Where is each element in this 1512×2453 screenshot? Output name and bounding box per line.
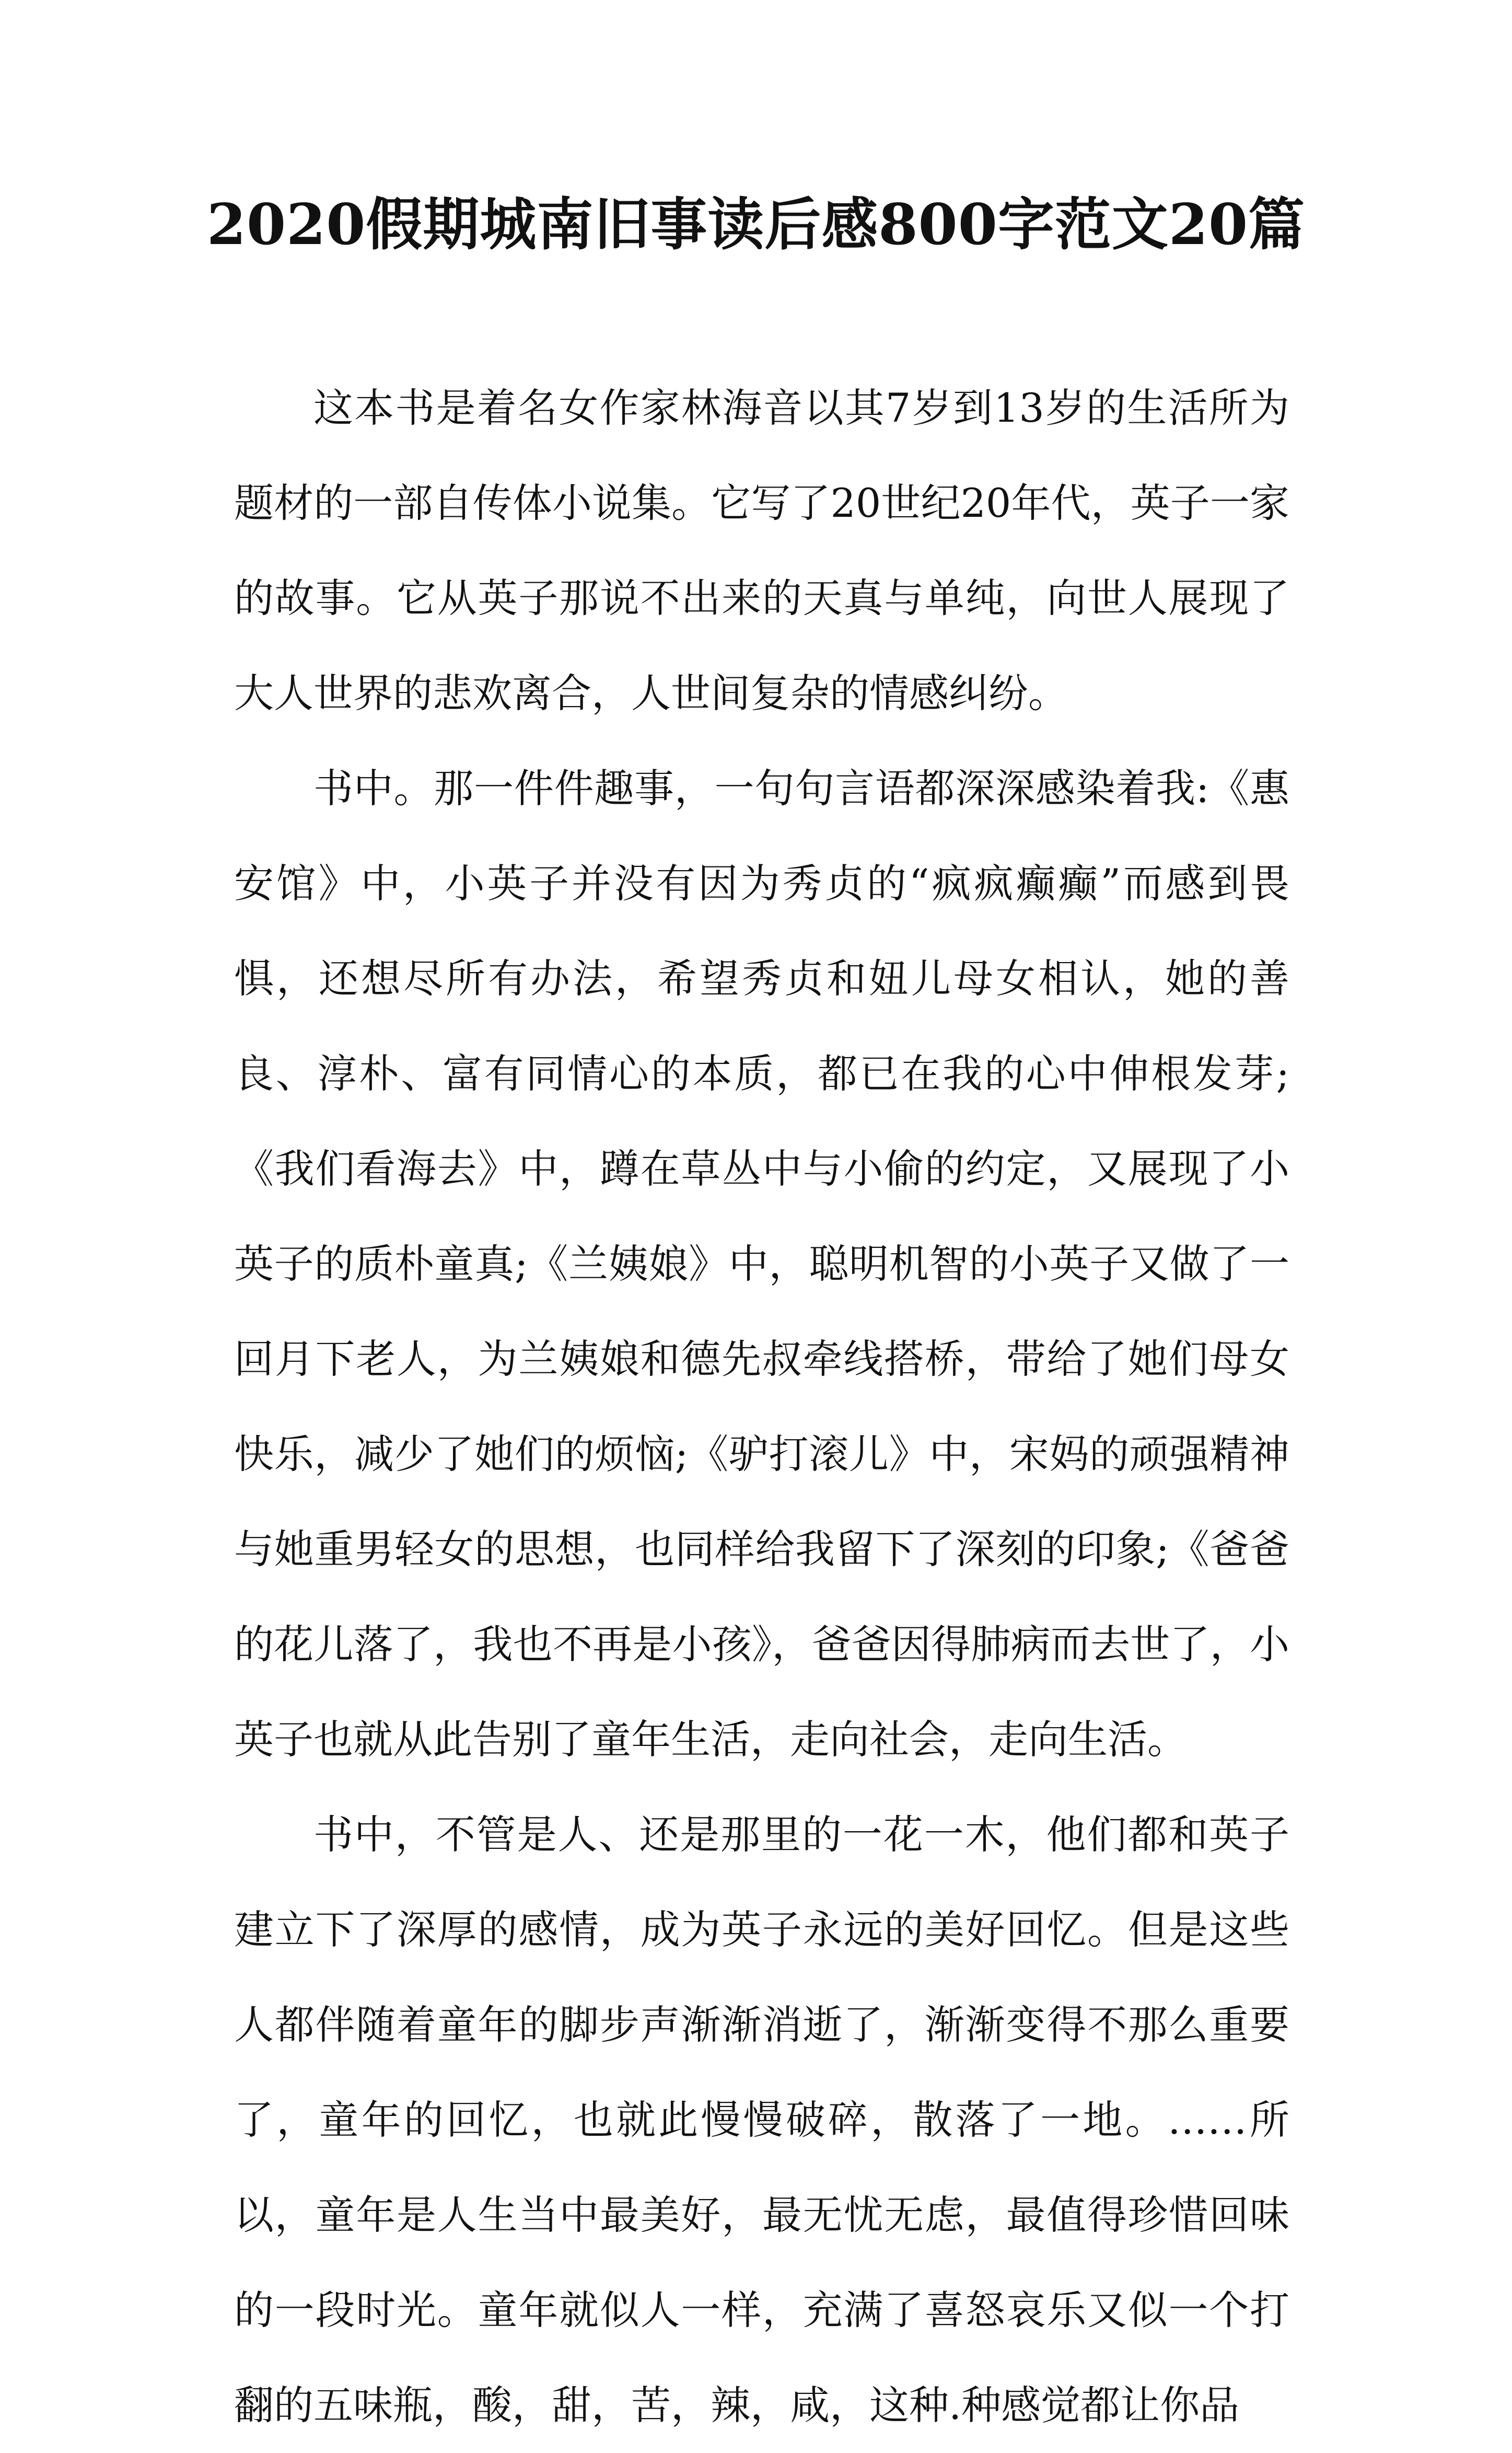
paragraph-1: 这本书是着名女作家林海音以其7岁到13岁的生活所为题材的一部自传体小说集。它写了20世纪20年代，英子一家的故事。它从英子那说不出来的天真与单纯，向世人展现了大人世界的悲欢离合，人世间复杂的情感纠纷。 [234, 385, 1289, 716]
document-title: 2020假期城南旧事读后感800字范文20篇 [206, 192, 1306, 258]
paragraph-3: 书中，不管是人、还是那里的一花一木，他们都和英子建立下了深厚的感情，成为英子永远的美好回忆。但是这些人都伴随着童年的脚步声渐渐消逝了，渐渐变得不那么重要了，童年的回忆，也就此慢慢破碎，散落了一地。……所以，童年是人生当中最美好，最无忧无虑，最值得珍惜回味的一段时光。童年就似人一样，充满了喜怒哀乐又似一个打翻的五味瓶，酸，甜，苦，辣，咸，这种.种感觉都让你品 [234, 1811, 1289, 2428]
document-body [234, 361, 1289, 2453]
paragraph-2: 书中。那一件件趣事，一句句言语都深深感染着我:《惠安馆》中，小英子并没有因为秀贞的“疯疯癫癫”而感到畏惧，还想尽所有办法，希望秀贞和妞儿母女相认，她的善良、淳朴、富有同情心的本质，都已在我的心中伸根发芽;《我们看海去》中，蹲在草丛中与小偷的约定，又展现了小英子的质朴童真;《兰姨娘》中，聪明机智的小英子又做了一回月下老人，为兰姨娘和德先叔牵线搭桥，带给了她们母女快乐，减少了她们的烦恼;《驴打滚儿》中，宋妈的顽强精神与她重男轻女的思想，也同样给我留下了深刻的印象;《爸爸的花儿落了，我也不再是小孩》，爸爸因得肺病而去世了，小英子也就从此告别了童年生活，走向社会，走向生活。 [234, 765, 1289, 1763]
